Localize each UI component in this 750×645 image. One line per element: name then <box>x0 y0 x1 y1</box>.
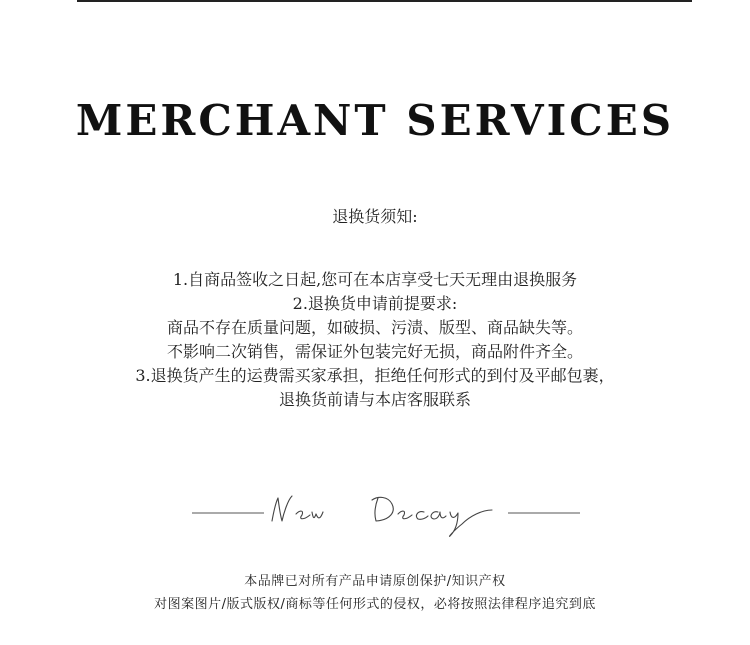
copyright-line: 本品牌已对所有产品申请原创保护/知识产权 <box>244 574 506 589</box>
return-policy-text <box>0 268 750 412</box>
policy-line: 退换货前请与本店客服联系 <box>278 390 471 409</box>
copyright-notice <box>0 570 750 616</box>
policy-line: 商品不存在质量问题，如破损、污渍、版型、商品缺失等。 <box>166 318 583 337</box>
policy-line: 1.自商品签收之日起,您可在本店享受七天无理由退换服务 <box>172 270 578 289</box>
return-policy-heading: 退换货须知: <box>332 207 418 226</box>
policy-line: 2.退换货申请前提要求: <box>292 294 458 313</box>
policy-line: 3.退换货产生的运费需买家承担，拒绝任何形式的到付及平邮包裹， <box>135 366 615 385</box>
brand-signature <box>192 488 582 538</box>
top-divider <box>77 0 692 2</box>
policy-line: 不影响二次销售，需保证外包装完好无损，商品附件齐全。 <box>166 342 583 361</box>
page-title: MERCHANT SERVICES <box>75 96 675 145</box>
signature-script <box>272 496 492 536</box>
copyright-line: 对图案图片/版式版权/商标等任何形式的侵权，必将按照法律程序追究到底 <box>154 597 596 612</box>
